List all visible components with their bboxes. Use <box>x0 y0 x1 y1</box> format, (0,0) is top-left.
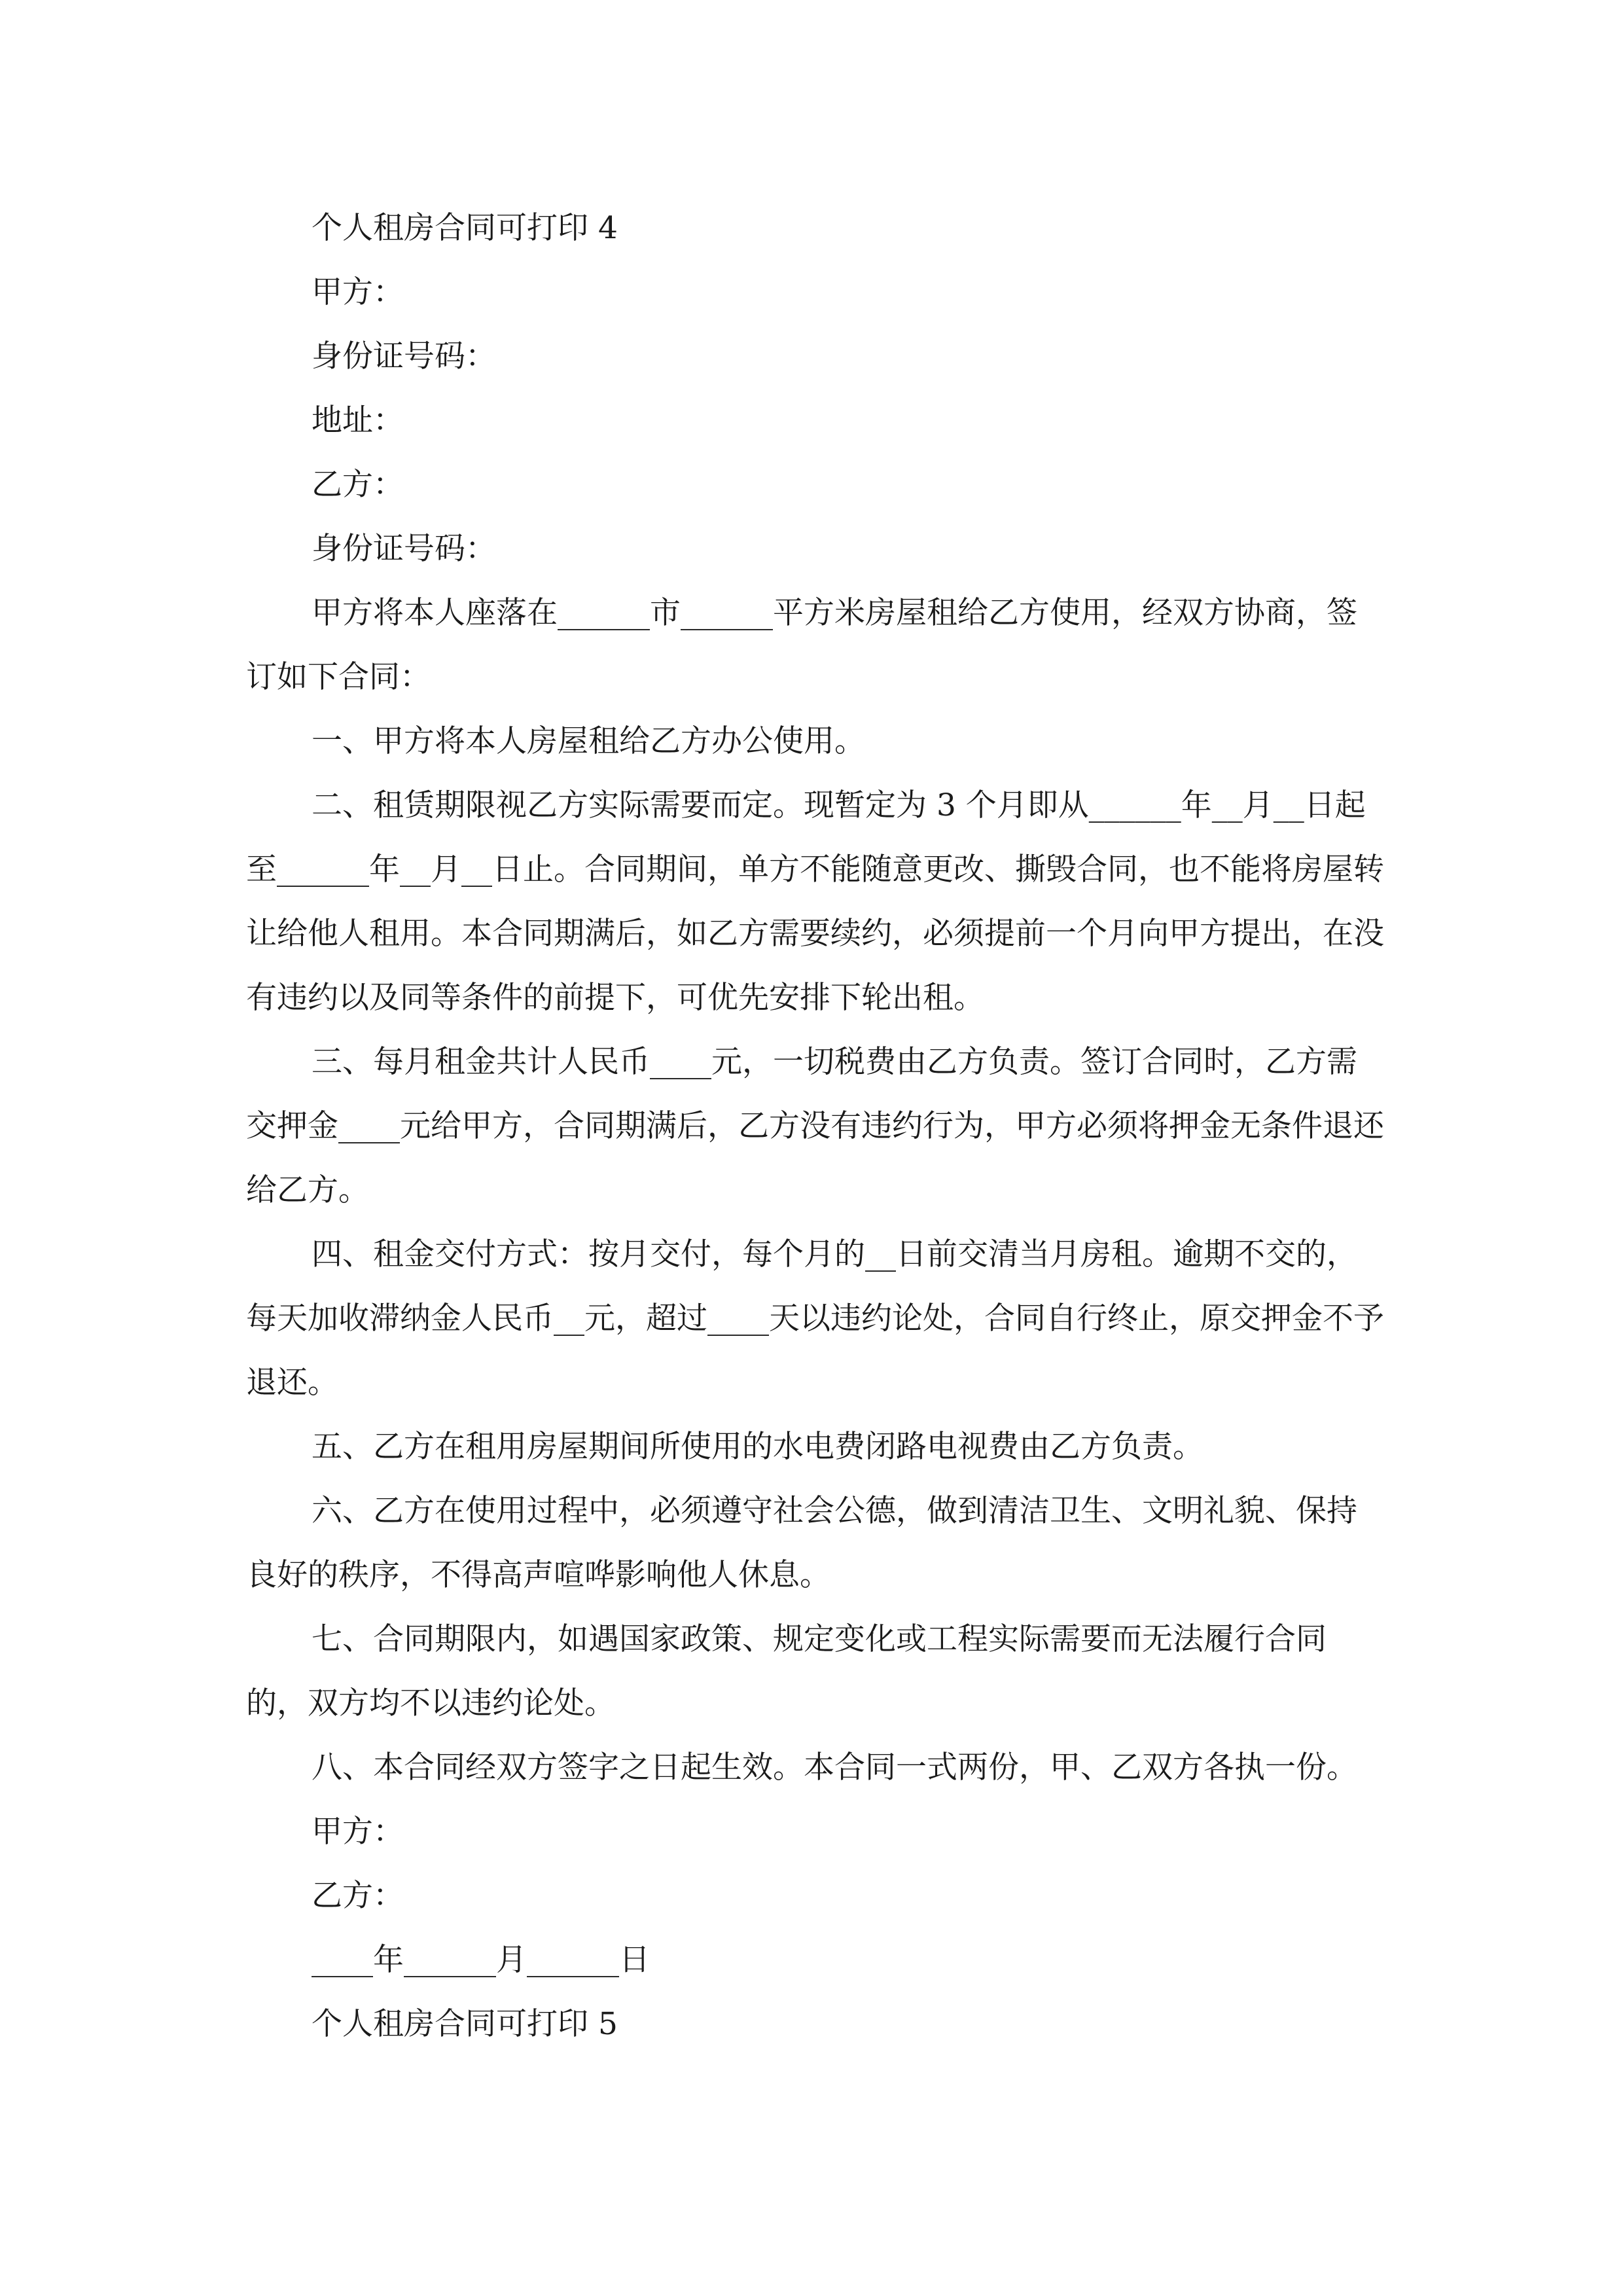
party-a-id-label: 身份证号码： <box>312 338 496 374</box>
contract-body <box>246 196 1385 2056</box>
party-a-label: 甲方： <box>312 274 404 310</box>
signature-party-a: 甲方： <box>312 1814 404 1850</box>
party-b-id-label: 身份证号码： <box>312 531 496 567</box>
clause-2: 二、租赁期限视乙方实际需要而定。现暂定为 3 个月即从______年__月__日起至______年__月__日止。合同期间，单方不能随意更改、撕毁合同，也不能将房屋转让给他人租用。本合同期满后，如乙方需要续约，必须提前一个月向甲方提出，在没有违约以及同等条件的前提下，可优先安排下轮出租。 <box>246 787 1384 1016</box>
signature-date-line: ____年______月______日 <box>312 1942 650 1978</box>
clause-5: 五、乙方在租用房屋期间所使用的水电费闭路电视费由乙方负责。 <box>312 1429 1204 1465</box>
clause-7: 七、合同期限内，如遇国家政策、规定变化或工程实际需要而无法履行合同的，双方均不以违约论处。 <box>246 1621 1327 1721</box>
signature-party-b: 乙方： <box>312 1878 404 1914</box>
clause-1: 一、甲方将本人房屋租给乙方办公使用。 <box>312 723 865 759</box>
clause-8: 八、本合同经双方签字之日起生效。本合同一式两份，甲、乙双方各执一份。 <box>312 1749 1357 1785</box>
address-label: 地址： <box>312 403 404 439</box>
clause-3: 三、每月租金共计人民币____元，一切税费由乙方负责。签订合同时，乙方需交押金____元给甲方，合同期满后，乙方没有违约行为，甲方必须将押金无条件退还给乙方。 <box>246 1044 1384 1208</box>
contract-title-5: 个人租房合同可打印 5 <box>312 2006 618 2042</box>
clause-6: 六、乙方在使用过程中，必须遵守社会公德，做到清洁卫生、文明礼貌、保持良好的秩序，不得高声喧哗影响他人休息。 <box>246 1493 1357 1593</box>
intro-paragraph: 甲方将本人座落在______市______平方米房屋租给乙方使用，经双方协商，签订如下合同： <box>246 595 1357 695</box>
contract-title-4: 个人租房合同可打印 4 <box>312 210 618 246</box>
party-b-label: 乙方： <box>312 467 404 503</box>
clause-4: 四、租金交付方式：按月交付，每个月的__日前交清当月房租。逾期不交的，每天加收滞纳金人民币__元，超过____天以违约论处，合同自行终止，原交押金不予退还。 <box>246 1236 1384 1401</box>
